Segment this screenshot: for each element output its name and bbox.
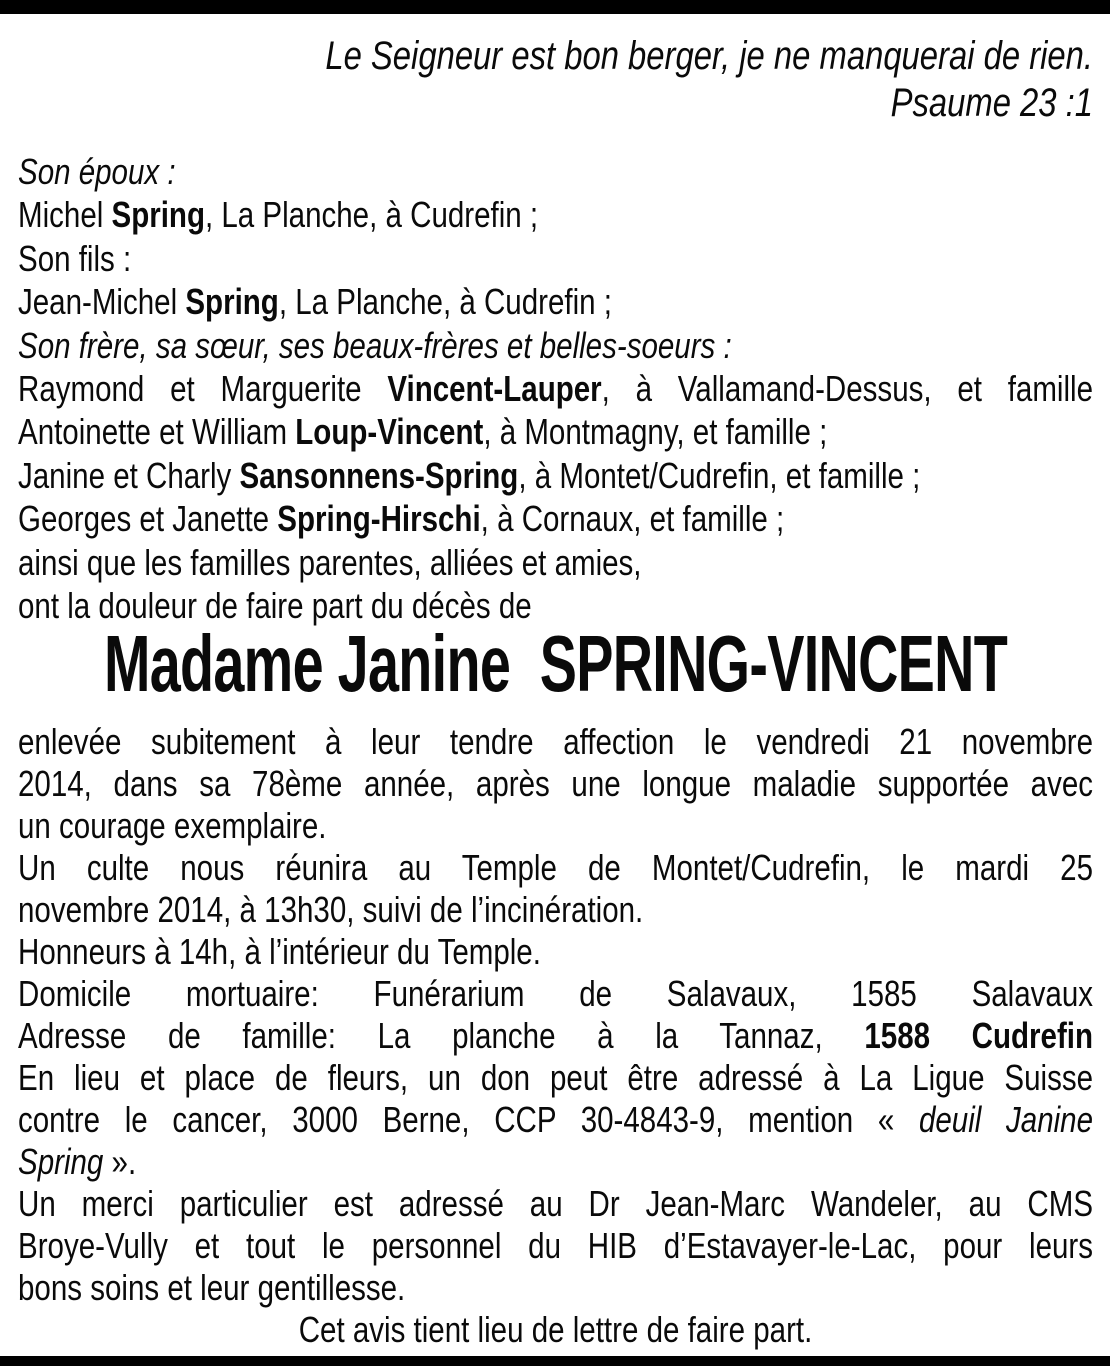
text-line <box>18 1099 1093 1141</box>
text-segment: , à Montet/Cudrefin, et famille ; <box>518 454 921 496</box>
text-line <box>18 931 1093 973</box>
text-segment: Georges et Janette <box>18 498 278 540</box>
text-segment: Spring <box>185 281 279 323</box>
text-line <box>18 541 1093 584</box>
deceased-name-title: Madame Janine SPRING-VINCENT <box>103 619 1008 708</box>
text-line <box>18 80 1093 127</box>
text-segment: Domicile mortuaire: Funérarium de Salavaux, 1585 Salavaux <box>18 973 1094 1014</box>
text-segment: ». <box>103 1141 137 1182</box>
text-segment: Honneurs à 14h, à l’intérieur du Temple. <box>18 931 541 972</box>
text-segment: Janine et Charly <box>18 454 240 496</box>
text-segment: contre le cancer, 3000 Berne, CCP 30-4843-9, mention « <box>18 1099 919 1140</box>
text-segment: , La Planche, à Cudrefin ; <box>204 194 539 236</box>
text-line <box>18 1057 1093 1099</box>
text-segment: , à Vallamand-Dessus, et famille <box>601 368 1094 410</box>
text-segment: Antoinette et William <box>18 411 296 453</box>
text-line <box>18 454 1093 497</box>
obituary-content <box>18 0 1093 1366</box>
family-list <box>18 150 1093 627</box>
text-line <box>18 193 1093 236</box>
text-line <box>18 973 1093 1015</box>
text-line <box>18 497 1093 540</box>
text-line <box>18 33 1093 80</box>
text-segment: Son époux : <box>18 151 176 192</box>
text-segment: Psaume 23 :1 <box>890 81 1094 125</box>
text-segment: novembre 2014, à 13h30, suivi de l’incinération. <box>18 889 644 930</box>
text-line <box>18 889 1093 931</box>
text-segment: Spring-Hirschi <box>277 498 481 540</box>
text-line <box>18 721 1093 763</box>
text-segment: enlevée subitement à leur tendre affection le vendredi 21 novembre <box>18 721 1094 762</box>
text-segment: Raymond et Marguerite <box>18 368 388 410</box>
text-line <box>18 410 1093 453</box>
text-line <box>18 805 1093 847</box>
bottom-rule <box>0 1356 1110 1366</box>
text-segment: Jean-Michel <box>18 281 186 323</box>
text-line <box>18 367 1093 410</box>
text-segment: , La Planche, à Cudrefin ; <box>278 281 612 323</box>
text-line <box>18 1267 1093 1309</box>
text-segment: En lieu et place de fleurs, un don peut être adressé à La Ligue Suisse <box>18 1057 1094 1098</box>
text-segment: 1588 Cudrefin <box>864 1015 1094 1056</box>
epigraph-psalm <box>18 33 1093 127</box>
text-segment: Un culte nous réunira au Temple de Montet/Cudrefin, le mardi 25 <box>18 847 1094 888</box>
text-line <box>18 847 1093 889</box>
text-segment: Michel <box>18 194 112 236</box>
announcement-text <box>18 721 1093 1351</box>
text-segment: ont la douleur de faire part du décès de <box>18 585 532 627</box>
text-segment: Sansonnens-Spring <box>239 454 519 496</box>
text-segment: , à Montmagny, et famille ; <box>483 411 828 453</box>
text-line <box>18 1183 1093 1225</box>
text-segment: Le Seigneur est bon berger, je ne manquerai de rien. <box>325 34 1094 78</box>
text-segment: deuil Janine <box>918 1099 1094 1140</box>
text-segment: bons soins et leur gentillesse. <box>18 1267 406 1308</box>
text-segment: Broye-Vully et tout le personnel du HIB d’Estavayer-le-Lac, pour leurs <box>18 1225 1094 1266</box>
text-segment: un courage exemplaire. <box>18 805 327 846</box>
text-segment: ainsi que les familles parentes, alliées et amies, <box>18 541 642 583</box>
text-line <box>18 1141 1093 1183</box>
text-segment: Cet avis tient lieu de lettre de faire part. <box>298 1309 813 1350</box>
text-segment: 2014, dans sa 78ème année, après une longue maladie supportée avec <box>18 763 1094 804</box>
text-line <box>18 1015 1093 1057</box>
text-line <box>18 1309 1093 1351</box>
text-segment: , à Cornaux, et famille ; <box>480 498 785 540</box>
text-segment: Loup-Vincent <box>295 411 484 453</box>
text-segment: Vincent-Lauper <box>387 368 602 410</box>
text-segment: Un merci particulier est adressé au Dr Jean-Marc Wandeler, au CMS <box>18 1183 1094 1224</box>
text-line <box>18 324 1093 367</box>
text-segment: Adresse de famille: La planche à la Tannaz, <box>18 1015 865 1056</box>
text-segment: Spring <box>111 194 205 236</box>
text-line <box>18 150 1093 193</box>
text-segment: Son fils : <box>18 237 132 279</box>
text-line <box>18 763 1093 805</box>
text-segment: Spring <box>18 1141 104 1182</box>
text-line <box>18 1225 1093 1267</box>
text-line <box>18 237 1093 280</box>
text-segment: Son frère, sa sœur, ses beaux-frères et belles-soeurs : <box>18 324 732 366</box>
text-line <box>18 280 1093 323</box>
